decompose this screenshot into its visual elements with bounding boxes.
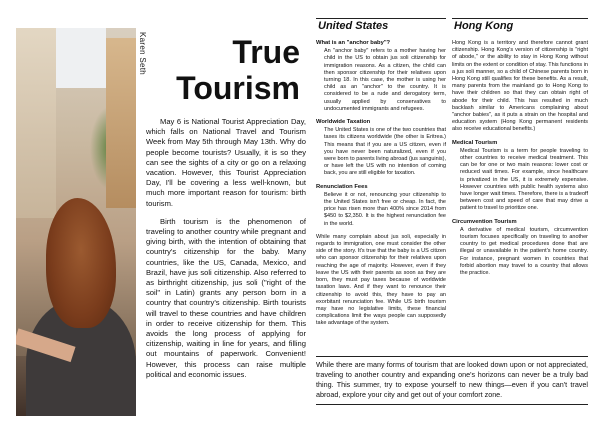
closing-note: While there are many forms of tourism that are looked down upon or not appreciated, traveling to another country and expanding one's horizons can never be a truly bad thing. This summer, try to expose yourself to new things—even if you can't travel abroad, explore your city and get out of your comfort zone. [316,360,588,399]
section-title: Medical Tourism [452,139,498,146]
us-closing-paragraph: While many complain about jus soli, especially in regards to immigration, one must consider the other side of the story. It's true that the baby is a US citizen who can sponsor citizenship for their relatives upon reaching the age of majority. However, even if they leave the US with their parents as soon as they are born, they must pay taxes because of worldwide taxation laws. And if they want to renounce their citizenship to avoid this, they have to pay an exorbitant renunciation fee. While US birth tourism may have no legislative limits, these financial complications limit the ways people can supposedly take advantage of the system. [316,233,446,327]
title-line-1: True [232,34,300,70]
closing-rule-bottom [316,404,588,405]
cover-photo [16,28,136,416]
us-heading-rule [316,18,446,19]
hk-heading-rule [452,18,588,19]
closing-rule-top [316,356,588,357]
section-body: The United States is one of the two countries that taxes its citizens worldwide (the other is Eritrea.) This means that if you are a US citizen, even if you have never been naturalized, even if you were born to parents living abroad (jus sanguinis), or have left the US with no intention of coming back, you are still eligible for taxation. [324,127,446,177]
lead-paragraph: May 6 is National Tourist Appreciation Day, which falls on National Travel and Tourism Week from May 5th through May 13th. Why do people become tourists? Usually, it is so they can see the sights of a city or go on a relaxing vacation. However, this Tourist Appreciation Day, I'll be covering a less well-known, but much more important reason for tourism: birth tourism. [146,117,306,208]
section-title: Circumvention Tourism [452,218,517,225]
lead-column [146,117,306,388]
byline: Karen Seth [138,32,147,76]
article-title [160,34,300,106]
title-line-2: Tourism [176,70,300,106]
hk-heading: Hong Kong [454,20,514,32]
section-body: A derivative of medical tourism, circumvention tourism focuses specifically on traveling to another country to get medical procedures done that are illegal or unavailable in the patient's home country. For instance, pregnant women in countries that forbid abortion may travel to a country that allows the practice. [460,226,588,277]
section-title: What is an "anchor baby"? [316,40,391,46]
section-title: Worldwide Taxation [316,119,371,126]
section-body: An "anchor baby" refers to a mother having her child in the US to obtain jus soli citizenship for immigration reasons. As a citizen, the child can then sponsor citizenship for their relatives upon turning 18. In this case, the mother is using her child as an "anchor" to the country. It is considered to be a rude and derogatory term, usually applied by conservatives to undocumented immigrants and refugees. [324,48,446,112]
section-body: Believe it or not, renouncing your citizenship to the United States isn't free or cheap. In fact, the price has risen more than 400% since 2014 from $450 to $2,350. It is the highest renunciation fee in the world. [324,191,446,227]
section-body: Medical Tourism is a term for people traveling to other countries to receive medical treatment. This can be for one or two main reasons: lower cost or reduced wait times. For example, since healthcare is privatized in the US, it is extremely expensive. However countries with public health systems also have longer wait times. Therefore, there is a tradeoff between cost and speed of care that may drive a patient to travel to prioritize one. [460,147,588,212]
hk-column [452,40,588,283]
us-heading: United States [318,20,389,32]
lead-paragraph: Birth tourism is the phenomenon of traveling to another country while pregnant and giving birth, with the intention of obtaining that country's citizenship for the baby. Many countries, like the US, Canada, Mexico, and Brazil, have jus soli citizenship. Also referred to as birthright citizenship, jus soli ("right of the soil" in Latin) grants any person born in a country that country's citizenship. Birth tourists will travel to these countries and have children in order to receive citizenship for them. This avoids the long process of applying for citizenship, waiting in line for years, and filling out mountains of paperwork. Convenient! However, this process can raise multiple political and economic issues. [146,216,306,379]
us-column [316,40,446,334]
hk-intro-paragraph: Hong Kong is a territory and therefore cannot grant citizenship. Hong Kong's version of citizenship is "right of abode," or the ability to stay in Hong Kong without limits on the extent or condition of stay. This functions in a jus soli manner, so a child of Chinese parents born in Hong Kong still qualifies for these benefits. As a result, many parents from the mainland go to Hong Kong to have their children so that they can obtain right of abode for their child. This has resulted in much backlash similar to Americans complaining about "anchor babies", as it puts a strain on the hospital and education system (Hong Kong permanent residents also receive educational benefits.) [452,40,588,133]
section-title: Renunciation Fees [316,183,368,190]
